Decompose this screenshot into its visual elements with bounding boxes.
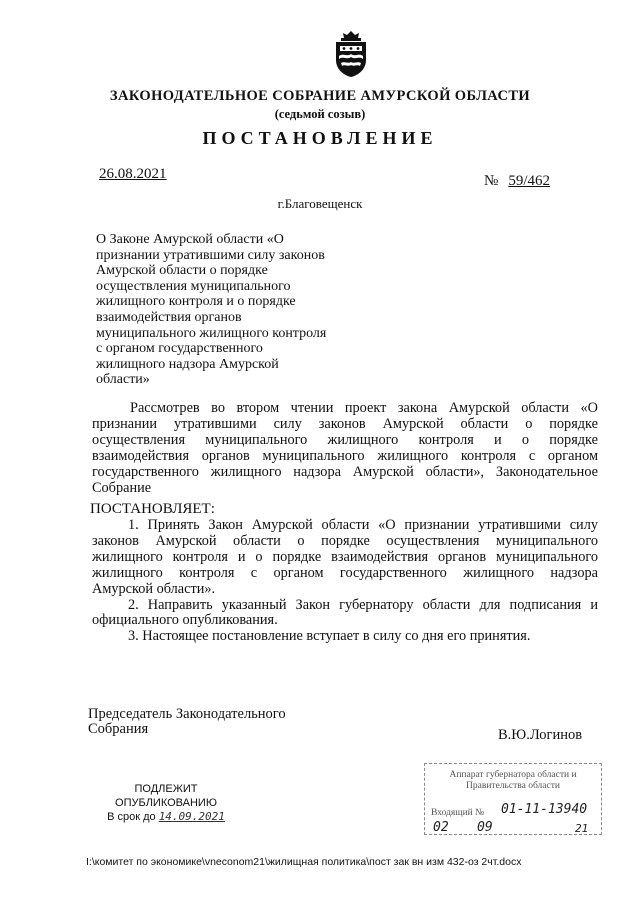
resolution-points: [92, 518, 598, 645]
deadline-date: 14.09.2021: [158, 810, 225, 823]
publication-note: [104, 782, 228, 824]
subject-line: взаимодействия органов: [96, 309, 242, 325]
convocation-label: (седьмой созыв): [274, 107, 366, 121]
document-type-title: ПОСТАНОВЛЕНИЕ: [202, 128, 438, 148]
point-1-line: Амурской области».: [92, 580, 216, 597]
subject-line: Амурской области о порядке: [96, 263, 268, 279]
preamble-line: Собрание: [92, 479, 152, 496]
coat-of-arms-emblem: [328, 30, 374, 78]
point-1-line: жилищного контроля с органом государственного жилищного надзора: [92, 564, 598, 581]
preamble-line: взаимодействия органов муниципального жилищного контроля с органом: [92, 447, 598, 464]
publish-line: ОПУБЛИКОВАНИЮ: [115, 797, 217, 809]
subject-line: жилищного надзора Амурской: [96, 356, 279, 372]
stamp-office-line: Аппарат губернатора области и: [449, 770, 577, 780]
subject-line: признании утратившими силу законов: [96, 247, 325, 263]
preamble-line: государственного жилищного надзора Амурской области», Законодательное: [92, 463, 598, 480]
subject-line: с органом государственного: [96, 341, 263, 357]
stamp-date-year: 21: [575, 822, 589, 835]
number-sign: №: [484, 173, 499, 189]
point-1-line: законов Амурской области о порядке осуществления муниципального: [92, 532, 598, 549]
preamble-paragraph: [92, 401, 598, 496]
subject-line: О Законе Амурской области «О: [96, 232, 284, 247]
stamp-date-month: 09: [477, 820, 493, 835]
preamble-line: признании утратившими силу законов Амурской области о порядке: [92, 415, 598, 432]
subject-block: [96, 232, 366, 388]
position-line: Председатель Законодательного: [88, 706, 286, 722]
preamble-line: Рассмотрев во втором чтении проект закона Амурской области «О: [130, 400, 598, 416]
subject-line: области»: [96, 372, 150, 388]
stamp-office-line: Правительства области: [466, 781, 560, 791]
point-1-line: жилищного контроля и о порядке взаимодействия органов муниципального: [92, 548, 598, 565]
publish-line: ПОДЛЕЖИТ: [134, 783, 198, 795]
deadline-prefix: В срок до: [107, 811, 156, 823]
stamp-incoming-number: 01-11-13940: [501, 802, 588, 817]
signatory-name: В.Ю.Логинов: [498, 727, 583, 743]
organization-title: ЗАКОНОДАТЕЛЬНОЕ СОБРАНИЕ АМУРСКОЙ ОБЛАСТИ: [109, 88, 531, 104]
signatory-position: [88, 707, 286, 737]
city-label: г.Благовещенск: [277, 196, 363, 211]
registration-stamp: [424, 763, 602, 835]
point-2-line: официального опубликования.: [92, 612, 278, 629]
stamp-incoming-label: Входящий №: [431, 808, 485, 818]
stamp-date-day: 02: [433, 820, 449, 835]
subject-line: осуществления муниципального: [96, 278, 291, 294]
point-3-line: 3. Настоящее постановление вступает в силу со дня его принятия.: [128, 628, 531, 645]
document-number: [484, 173, 550, 190]
publish-deadline: [104, 810, 228, 824]
position-line: Собрания: [88, 721, 149, 737]
preamble-line: осуществления муниципального жилищного контроля и о порядке: [92, 431, 598, 448]
document-date: 26.08.2021: [99, 166, 167, 182]
file-path-footer: I:\комитет по экономике\vneconom21\жилищная политика\пост зак вн изм 432-оз 2чт.docx: [86, 856, 522, 868]
point-1-line: 1. Принять Закон Амурской области «О признании утратившими силу: [128, 517, 598, 533]
point-2-line: 2. Направить указанный Закон губернатору области для подписания и: [128, 596, 598, 613]
resolves-heading: ПОСТАНОВЛЯЕТ:: [90, 501, 215, 517]
subject-line: муниципального жилищного контроля: [96, 325, 327, 341]
subject-line: жилищного контроля и о порядке: [96, 294, 296, 310]
number-value: 59/462: [508, 173, 550, 189]
